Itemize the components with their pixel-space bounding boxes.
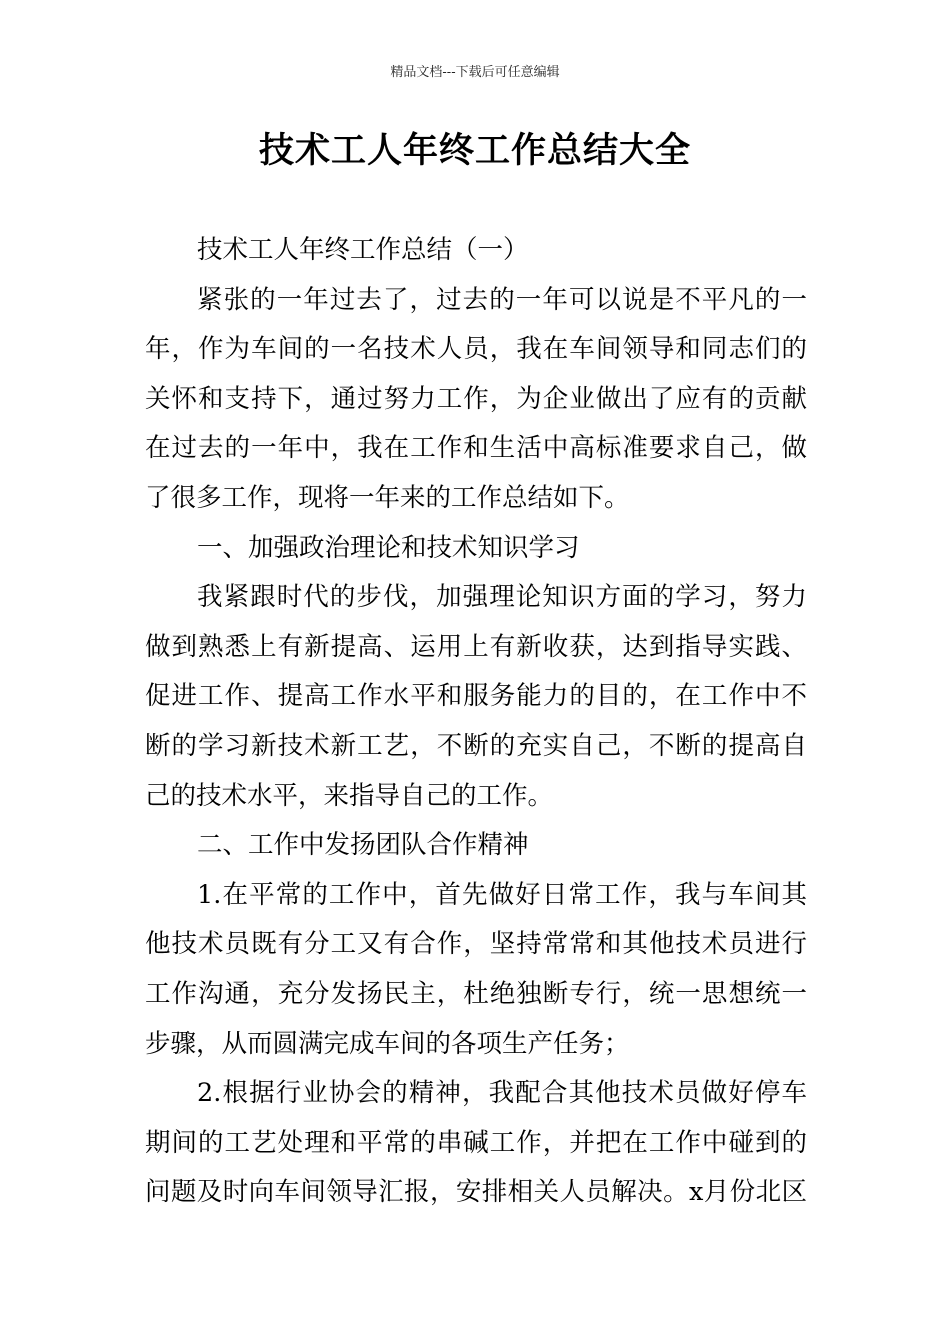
paragraph-line: 在过去的一年中，我在工作和生活中高标准要求自己，做: [145, 433, 807, 464]
section-heading: 二、工作中发扬团队合作精神: [197, 830, 529, 861]
paragraph-line: 1.在平常的工作中，首先做好日常工作，我与车间其: [197, 879, 807, 910]
paragraph-line: 他技术员既有分工又有合作，坚持常常和其他技术员进行: [145, 929, 807, 960]
paragraph-line: 了很多工作，现将一年来的工作总结如下。: [145, 482, 630, 513]
paragraph-line: 工作沟通，充分发扬民主，杜绝独断专行，统一思想统一: [145, 978, 807, 1009]
section-heading: 一、加强政治理论和技术知识学习: [197, 532, 580, 563]
page-header-note: 精品文档---下载后可任意编辑: [390, 65, 560, 80]
paragraph-line: 期间的工艺处理和平常的串碱工作，并把在工作中碰到的: [145, 1127, 807, 1158]
paragraph-line: 紧张的一年过去了，过去的一年可以说是不平凡的一: [197, 284, 807, 315]
paragraph-line: 做到熟悉上有新提高、运用上有新收获，达到指导实践、: [145, 631, 807, 662]
paragraph-line: 断的学习新技术新工艺，不断的充实自己，不断的提高自: [145, 730, 807, 761]
section-subtitle: 技术工人年终工作总结（一）: [197, 235, 529, 265]
paragraph-line: 步骤，从而圆满完成车间的各项生产任务；: [145, 1028, 630, 1059]
paragraph-line: 促进工作、提高工作水平和服务能力的目的，在工作中不: [145, 681, 807, 712]
paragraph-line: 我紧跟时代的步伐，加强理论知识方面的学习，努力: [197, 582, 807, 613]
paragraph-line: 2.根据行业协会的精神，我配合其他技术员做好停车: [197, 1078, 807, 1109]
document-body: [145, 226, 807, 1218]
paragraph-line: 问题及时向车间领导汇报，安排相关人员解决。x月份北区: [145, 1177, 807, 1208]
paragraph-line: 己的技术水平，来指导自己的工作。: [145, 780, 554, 811]
paragraph-line: 关怀和支持下，通过努力工作，为企业做出了应有的贡献: [145, 383, 807, 414]
document-title: 技术工人年终工作总结大全: [258, 131, 691, 171]
paragraph-line: 年，作为车间的一名技术人员，我在车间领导和同志们的: [145, 334, 807, 365]
